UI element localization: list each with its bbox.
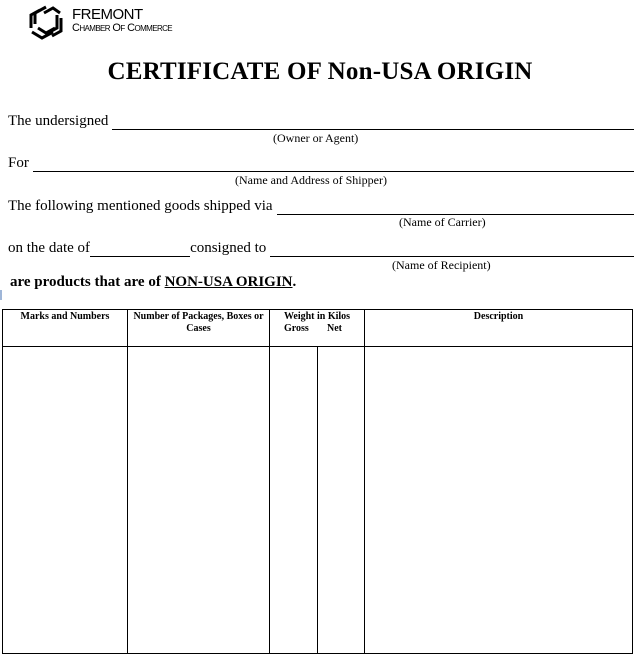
header-description: Description [365, 310, 633, 347]
shipper-row [8, 155, 634, 172]
chamber-logo-icon [26, 4, 66, 42]
net-cell[interactable] [318, 347, 365, 654]
shipper-field[interactable] [33, 157, 634, 172]
net-label: Net [327, 323, 343, 334]
shipped-via-label: The following mentioned goods shipped via [8, 198, 273, 214]
origin-statement [10, 274, 296, 291]
owner-agent-caption: (Owner or Agent) [273, 131, 359, 145]
organization-name [72, 7, 172, 34]
goods-table [2, 309, 633, 654]
recipient-caption: (Name of Recipient) [392, 258, 491, 272]
carrier-caption: (Name of Carrier) [399, 215, 486, 229]
table-row [3, 347, 633, 654]
origin-statement-suffix: . [292, 274, 297, 290]
description-cell[interactable] [365, 347, 633, 654]
consigned-to-label: consigned to [190, 240, 267, 256]
gross-label: Gross [284, 323, 309, 334]
undersigned-label: The undersigned [8, 113, 109, 129]
date-recipient-row [8, 240, 634, 257]
weight-label: Weight in Kilos [283, 311, 351, 322]
origin-statement-prefix: are products that are of [10, 274, 165, 290]
carrier-row [8, 198, 634, 215]
text-cursor [0, 290, 2, 300]
date-field[interactable] [90, 242, 190, 257]
shipper-caption: (Name and Address of Shipper) [235, 173, 387, 187]
gross-cell[interactable] [270, 347, 318, 654]
undersigned-field[interactable] [112, 115, 634, 130]
origin-emphasis: NON-USA ORIGIN [164, 274, 293, 290]
header-weight [270, 310, 365, 347]
header-packages: Number of Packages, Boxes or Cases [128, 310, 270, 347]
for-label: For [8, 155, 29, 171]
recipient-field[interactable] [270, 242, 634, 257]
org-subtitle: Chamber Of Commerce [72, 22, 173, 34]
undersigned-row [8, 113, 634, 130]
packages-cell[interactable] [128, 347, 270, 654]
carrier-field[interactable] [277, 200, 634, 215]
marks-cell[interactable] [3, 347, 128, 654]
header-marks: Marks and Numbers [3, 310, 128, 347]
page-title: CERTIFICATE OF Non-USA ORIGIN [107, 58, 533, 85]
date-label: on the date of [8, 240, 91, 256]
org-name: FREMONT [72, 6, 143, 23]
